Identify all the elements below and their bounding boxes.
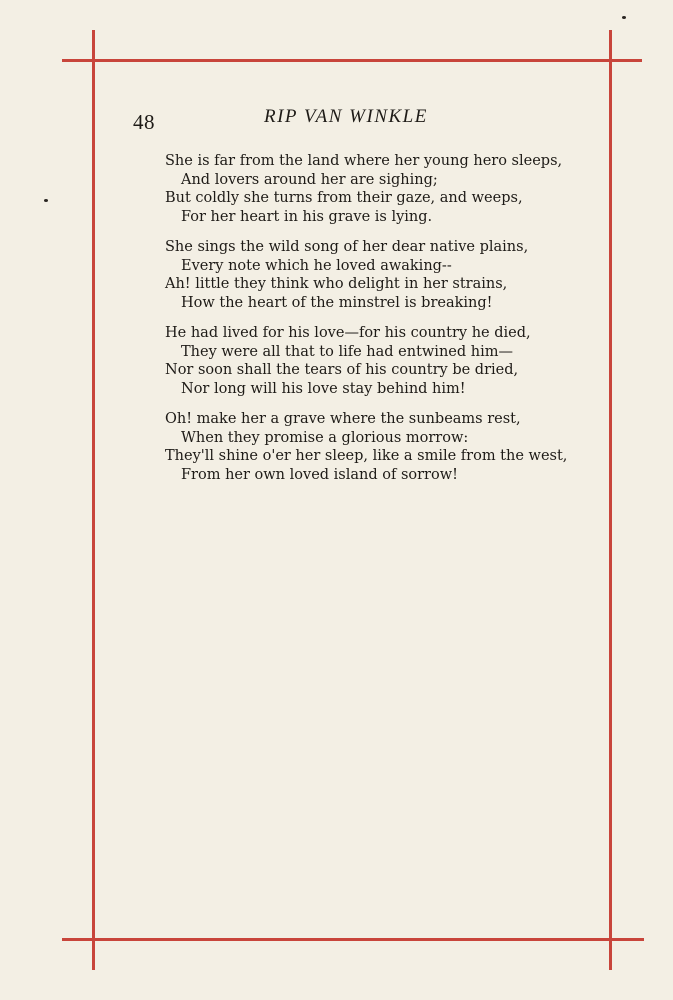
poem-line: And lovers around her are sighing; [181, 171, 438, 188]
poem-line: She sings the wild song of her dear native plains, [165, 239, 529, 255]
poem [165, 152, 595, 496]
stanza [165, 410, 595, 484]
poem-line: He had lived for his love—for his country he died, [165, 325, 531, 341]
poem-line: Every note which he loved awaking-- [181, 257, 452, 274]
poem-line: When they promise a glorious morrow: [181, 429, 469, 446]
ink-speck [622, 16, 626, 19]
page-number: 48 [133, 110, 155, 134]
bottom-border-rule [62, 938, 644, 941]
ink-speck [44, 199, 48, 202]
poem-line: They were all that to life had entwined him— [181, 343, 513, 360]
right-border-rule [609, 30, 612, 970]
poem-line: Nor long will his love stay behind him! [181, 380, 466, 397]
poem-line: How the heart of the minstrel is breaking! [181, 294, 493, 311]
poem-line: Ah! little they think who delight in her strains, [165, 276, 508, 292]
poem-line: Nor soon shall the tears of his country be dried, [165, 362, 519, 378]
poem-line: But coldly she turns from their gaze, and weeps, [165, 190, 523, 206]
poem-line: Oh! make her a grave where the sunbeams rest, [165, 411, 521, 427]
left-border-rule [92, 30, 95, 970]
poem-line: They'll shine o'er her sleep, like a smile from the west, [165, 448, 568, 464]
stanza [165, 152, 595, 226]
stanza [165, 238, 595, 312]
top-border-rule [62, 59, 642, 62]
poem-line: From her own loved island of sorrow! [181, 466, 458, 483]
running-title: RIP VAN WINKLE [264, 106, 428, 127]
poem-line: For her heart in his grave is lying. [181, 208, 433, 225]
poem-line: She is far from the land where her young hero sleeps, [165, 153, 563, 169]
stanza [165, 324, 595, 398]
